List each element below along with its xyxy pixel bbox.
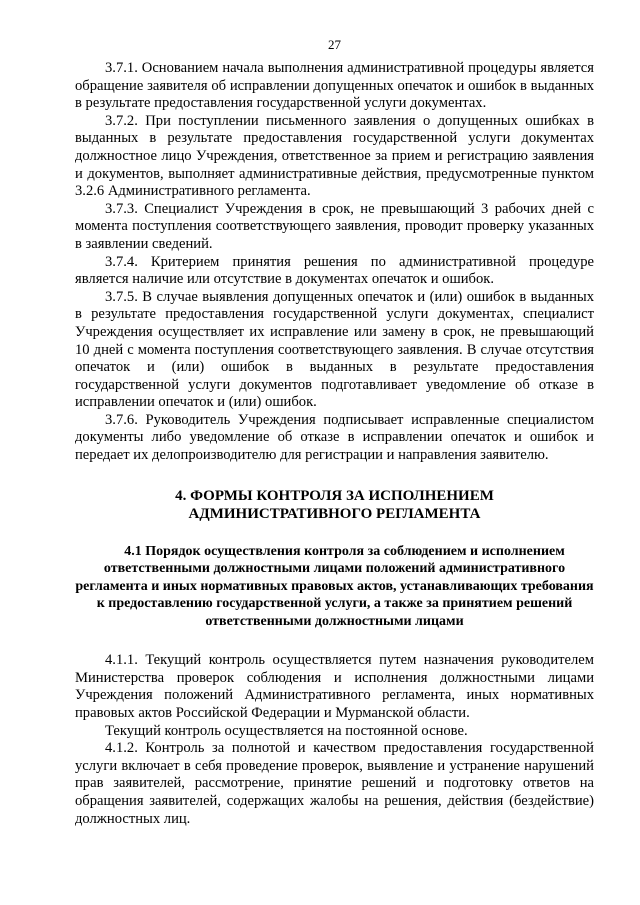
section-title xyxy=(75,487,594,523)
subsection-title: 4.1 Порядок осуществления контроля за соблюдением и исполнением ответственными должностными лицами положений административного регламента и иных нормативных правовых актов, устанавливающих требования к предоставлению государственной услуги, а также за принятием решений ответственными должностными лицами xyxy=(75,543,594,629)
paragraph-3-7-3: 3.7.3. Специалист Учреждения в срок, не превышающий 3 рабочих дней с момента поступления соответствующего заявления, проводит проверку указанных в заявлении сведений. xyxy=(75,200,594,252)
paragraph-current-control: Текущий контроль осуществляется на постоянной основе. xyxy=(105,722,468,739)
section-4-body xyxy=(75,652,594,828)
paragraph-3-7-2: 3.7.2. При поступлении письменного заявления о допущенных ошибках в выданных в результате предоставления государственной услуги документах должностное лицо Учреждения, ответственное за прием и регистрацию заявления и документов, выполняет административные действия, предусмотренные пунктом 3.2.6 Административного регламента. xyxy=(75,112,594,200)
paragraph-3-7-4: 3.7.4. Критерием принятия решения по административной процедуре является наличие или отсутствие в документах опечаток и ошибок. xyxy=(75,253,594,288)
section-title-line-1: 4. ФОРМЫ КОНТРОЛЯ ЗА ИСПОЛНЕНИЕМ xyxy=(175,487,494,504)
paragraph-4-1-1: 4.1.1. Текущий контроль осуществляется путем назначения руководителем Министерства проверок соблюдения и исполнения должностными лицами Учреждения положений Административного регламента, иных нормативных правовых актов Российской Федерации и Мурманской области. xyxy=(75,652,594,721)
paragraph-4-1-2: 4.1.2. Контроль за полнотой и качеством предоставления государственной услуги включает в себя проведение проверок, выявление и устранение нарушений прав заявителей, рассмотрение, принятие решений и подготовку ответов на обращения заявителей, содержащих жалобы на решения, действия (бездействие) должностных лиц. xyxy=(75,740,594,827)
paragraph-3-7-5: 3.7.5. В случае выявления допущенных опечаток и (или) ошибок в выданных в результате предоставления государственной услуги документах, специалист Учреждения осуществляет их исправление или замену в срок, не превышающий 10 дней с момента поступления соответствующего заявления. В случае отсутствия опечаток и (или) ошибок в выданных в результате предоставления государственной услуги документов подготавливает уведомление об отказе в исправлении опечаток и (или) ошибок. xyxy=(75,288,594,411)
paragraph-3-7-6: 3.7.6. Руководитель Учреждения подписывает исправленные специалистом документы либо уведомление об отказе в исправлении опечаток и ошибок и передает их делопроизводителю для регистрации и направления заявителю. xyxy=(75,411,594,464)
document-body xyxy=(75,60,594,828)
paragraph-3-7-1: 3.7.1. Основанием начала выполнения административной процедуры является обращение заявителя об исправлении допущенных опечаток и ошибок в выданных в результате предоставления государственной услуги документах. xyxy=(75,60,594,112)
section-title-line-2: АДМИНИСТРАТИВНОГО РЕГЛАМЕНТА xyxy=(188,505,481,522)
page-number: 27 xyxy=(328,37,341,52)
